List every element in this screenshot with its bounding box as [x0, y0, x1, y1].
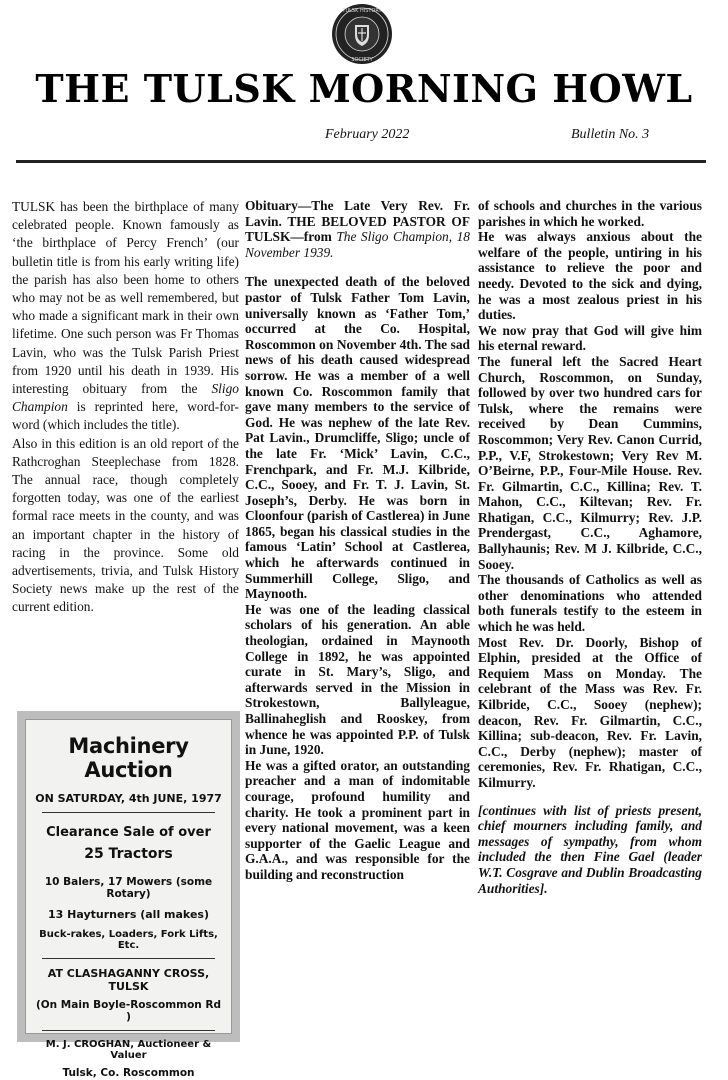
- obituary-paragraph-2: He was one of the leading classical scholars of his generation. An able theologian, ordained in Maynooth College in 1892, he was appointed curate in St. Mary’s, Sligo, and afterwards served in the Mission in Strokestown, Ballyleague, Ballinaheglish and Rooskey, from whence he was appointed P.P. of Tulsk in June, 1920.: [245, 601, 470, 758]
- machinery-auction-advert: [17, 711, 240, 1079]
- obituary-paragraph-3: He was a gifted orator, an outstanding preacher and a man of indomitable courage, profound humility and charity. He took a prominent part in every national movement, was a keen supporter of the Gaelic League and G.A.A., and was responsible for the building and reconstruction: [245, 757, 470, 882]
- obituary-continued-column: [478, 198, 702, 896]
- advert-title: Machinery Auction: [68, 734, 189, 782]
- svg-text:TULSK HISTORY: TULSK HISTORY: [342, 8, 382, 14]
- intro-paragraph-2: Also in this edition is an old report of the Rathcroghan Steeplechase from 1828. The annual race, though completely forgotten today, was one of the earliest formal race meets in the county, and was an important chapter in the history of racing in the province. Some old advertisements, trivia, and Tulsk History Society news make up the rest of the current edition.: [12, 435, 239, 615]
- obituary-paragraph-1: The unexpected death of the beloved pastor of Tulsk Father Tom Lavin, universally known as ‘Father Tom,’ occurred at the Co. Hospital, Roscommon on November 4th. The sad news of his death caused widespread sorrow. He was a member of a well known Co. Roscommon family that gave many members to the service of God. He was nephew of the late Rev. Pat Lavin., Drumcliffe, Sligo; uncle of the late Fr. ‘Mick’ Lavin, C.C., Frenchpark, and Fr. M.J. Kilbride, C.C., Sooey, and Fr. T. J. Lavin, St. Joseph’s, Derby. He was born in Cloonfour (parish of Castlerea) in June 1865, began his classical studies in the famous ‘Latin’ School at Castlerea, which he afterwards continued in Summerhill College, Sligo, and Maynooth.: [245, 274, 470, 602]
- obituary-heading: Obituary—The Late Very Rev. Fr. Lavin. THE BELOVED PASTOR OF TULSK—from The Sligo Champion, 18 November 1939.: [245, 198, 470, 260]
- advert-date: ON SATURDAY, 4th JUNE, 1977: [35, 792, 222, 805]
- society-seal-logo: [331, 3, 393, 65]
- obituary-paragraph-6: We now pray that God will give him his eternal reward.: [478, 322, 702, 354]
- editor-note: [continues with list of priests present, chief mourners including family, and messages of sympathy, from whom included the then Fine Gael (leader W.T. Cosgrave and Dublin Broadcasting Authorities].: [478, 802, 702, 896]
- advert-line: (On Main Boyle-Roscommon Rd ): [35, 999, 222, 1023]
- advert-line: Buck-rakes, Loaders, Fork Lifts, Etc.: [39, 929, 218, 951]
- masthead-title: THE TULSK MORNING HOWL: [35, 66, 693, 111]
- svg-text:SOCIETY: SOCIETY: [351, 57, 373, 63]
- advert-line: AT CLASHAGANNY CROSS, TULSK: [47, 967, 210, 993]
- obituary-paragraph-4: of schools and churches in the various parishes in which he worked.: [478, 198, 702, 229]
- masthead-rule: [16, 160, 706, 163]
- issue-date: February 2022: [325, 127, 410, 142]
- obituary-paragraph-9: Most Rev. Dr. Doorly, Bishop of Elphin, presided at the Office of Requiem Mass on Monday. The celebrant of the Mass was Rev. Fr. Kilbride, C.C., Sooey (nephew); deacon, Rev. Fr. Gilmartin, C.C., Killina; sub-deacon, Rev. Fr. Lavin, C.C., Derby (nephew); master of ceremonies, Rev. Fr. Rhatigan, C.C., Kilmurry.: [478, 634, 702, 790]
- advert-line: Clearance Sale of over: [46, 825, 211, 840]
- advert-line: Tulsk, Co. Roscommon: [62, 1067, 195, 1079]
- bulletin-number: Bulletin No. 3: [571, 127, 650, 142]
- obituary-paragraph-5: He was always anxious about the welfare of the people, untiring in his assistance to relieve the poor and needy. Devoted to the sick and dying, he was a most zealous priest in his duties.: [478, 229, 702, 323]
- intro-paragraph-1: TULSK has been the birthplace of many celebrated people. Known famously as ‘the birthplace of Percy French’ (our bulletin title is from his early writing life) the parish has also been home to others who may not be as well remembered, but who made a significant mark in their own lifetime. One such person was Fr Thomas Lavin, who was the Tulsk Parish Priest from 1920 until his death in 1939. His interesting obituary from the Sligo Champion is reprinted here, word-for-word (which includes the title).: [12, 199, 239, 433]
- advert-line: 13 Hayturners (all makes): [48, 908, 209, 921]
- intro-column: [12, 198, 239, 617]
- advert-line: 10 Balers, 17 Mowers (some Rotary): [44, 876, 213, 900]
- obituary-paragraph-8: The thousands of Catholics as well as other denominations who attended both funerals testify to the esteem in which he was held.: [478, 572, 702, 635]
- advert-line: 25 Tractors: [84, 846, 173, 862]
- obituary-paragraph-7: The funeral left the Sacred Heart Church, Roscommon, on Sunday, followed by over two hundred cars for Tulsk, where the remains were received by Dean Cummins, Roscommon; Very Rev. Canon Currid, P.P., V.F, Strokestown; Very Rev M. O’Beirne, P.P., Four-Mile House. Rev. Fr. Gilmartin, C.C., Killina; Rev. T. Mahon, C.C., Kiltevan; Rev. Fr. Rhatigan, C.C., Kilmurry; Rev. J.P. Prendergast, C.C., Aghamore, Ballyhaunis; Rev. M J. Kilbride, C.C., Sooey.: [478, 353, 702, 572]
- advert-line: M. J. CROGHAN, Auctioneer & Valuer: [45, 1039, 212, 1061]
- obituary-column: [245, 198, 470, 883]
